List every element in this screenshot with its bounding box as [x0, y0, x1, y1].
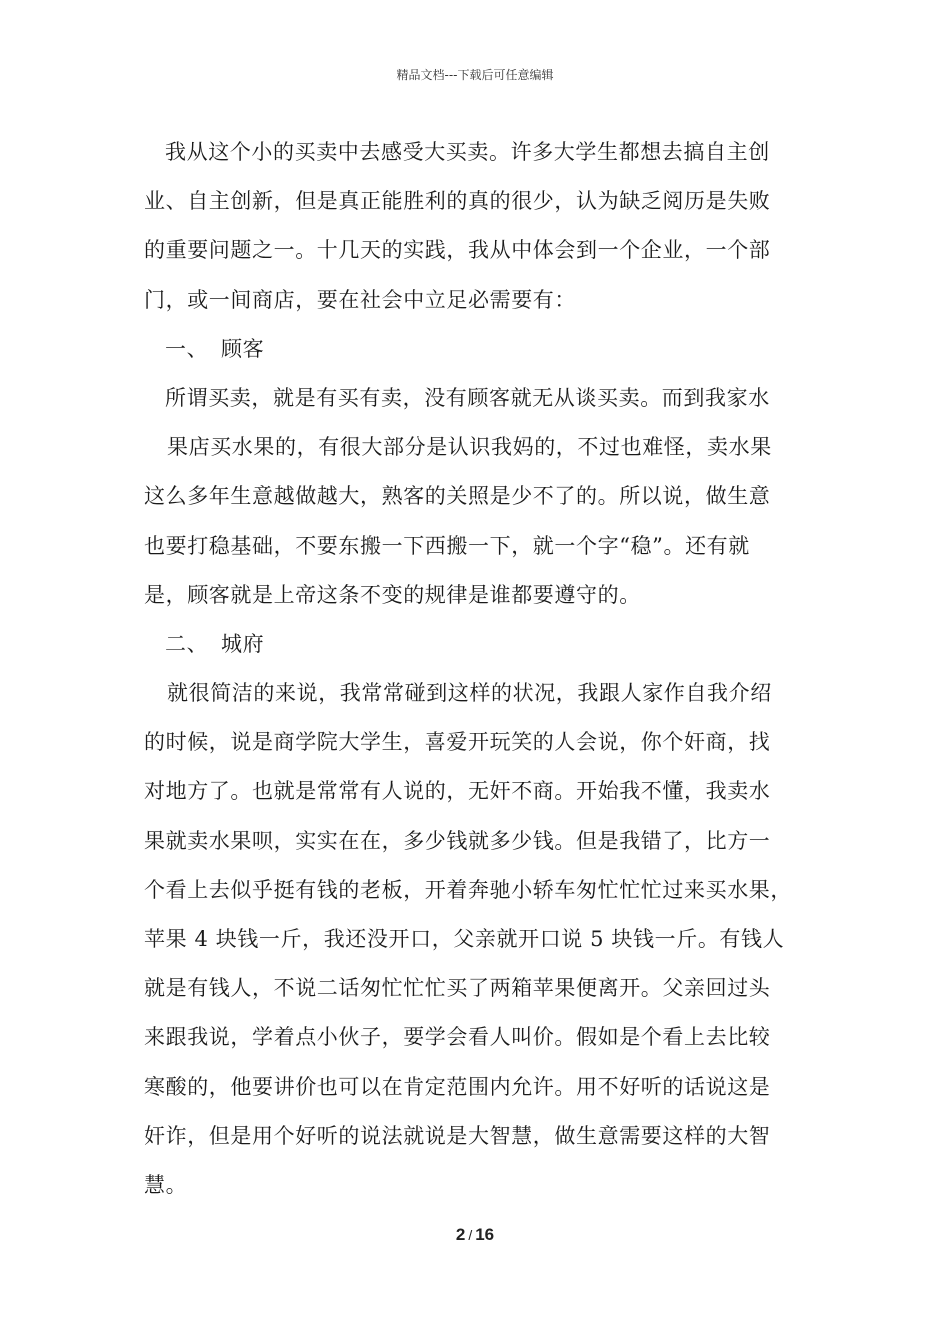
- section-title: 顾客: [221, 336, 265, 361]
- paragraph-line: 对地方了。也就是常常有人说的，无奸不商。开始我不懂，我卖水: [144, 779, 771, 804]
- section-heading-customer: [144, 325, 824, 374]
- paragraph-line: 我从这个小的买卖中去感受大买卖。许多大学生都想去搞自主创: [165, 140, 770, 164]
- total-pages: 16: [475, 1225, 495, 1244]
- section-number: 一、: [165, 336, 209, 361]
- page-separator: /: [468, 1227, 473, 1243]
- page-number: [0, 1225, 950, 1245]
- section-heading-scheming: [144, 620, 824, 669]
- section-title: 城府: [221, 631, 265, 656]
- paragraph-line: 门，或一间商店，要在社会中立足必需要有：: [144, 287, 576, 312]
- paragraph-line: 的重要问题之一。十几天的实践，我从中体会到一个企业，一个部: [144, 238, 771, 263]
- paragraph-line: 寒酸的，他要讲价也可以在肯定范围内允许。用不好听的话说这是: [144, 1074, 771, 1099]
- page-header: 精品文档---下载后可任意编辑: [396, 68, 554, 82]
- paragraph-line: 苹果 4 块钱一斤，我还没开口，父亲就开口说 5 块钱一斤。有钱人: [144, 927, 785, 951]
- paragraph-line: 就很简洁的来说，我常常碰到这样的状况，我跟人家作自我介绍: [167, 681, 772, 706]
- paragraph-line: 果就卖水果呗，实实在在，多少钱就多少钱。但是我错了，比方一: [144, 828, 771, 853]
- paragraph-line: 果店买水果的，有很大部分是认识我妈的，不过也难怪，卖水果: [167, 435, 772, 460]
- paragraph-line: 慧。: [144, 1172, 188, 1197]
- current-page: 2: [455, 1225, 466, 1244]
- section-number: 二、: [165, 631, 209, 656]
- paragraph-line: 个看上去似乎挺有钱的老板，开着奔驰小轿车匆忙忙忙过来买水果，: [144, 877, 792, 902]
- paragraph-line: 的时候，说是商学院大学生，喜爱开玩笑的人会说，你个奸商，找: [144, 730, 771, 755]
- paragraph-line: 业、自主创新，但是真正能胜利的真的很少，认为缺乏阅历是失败: [144, 189, 771, 214]
- paragraph-line: 就是有钱人，不说二话匆忙忙忙买了两箱苹果便离开。父亲回过头: [144, 976, 771, 1001]
- paragraph-line: 这么多年生意越做越大，熟客的关照是少不了的。所以说，做生意: [144, 484, 771, 509]
- document-body: [144, 128, 824, 1210]
- paragraph-line: 奸诈，但是用个好听的说法就说是大智慧，做生意需要这样的大智: [144, 1123, 771, 1148]
- paragraph-line: 是，顾客就是上帝这条不变的规律是谁都要遵守的。: [144, 582, 641, 607]
- paragraph-line: 所谓买卖，就是有买有卖，没有顾客就无从谈买卖。而到我家水: [165, 385, 770, 410]
- paragraph-line: 也要打稳基础，不要东搬一下西搬一下，就一个字“稳”。还有就: [144, 533, 750, 558]
- paragraph-line: 来跟我说，学着点小伙子，要学会看人叫价。假如是个看上去比较: [144, 1025, 771, 1050]
